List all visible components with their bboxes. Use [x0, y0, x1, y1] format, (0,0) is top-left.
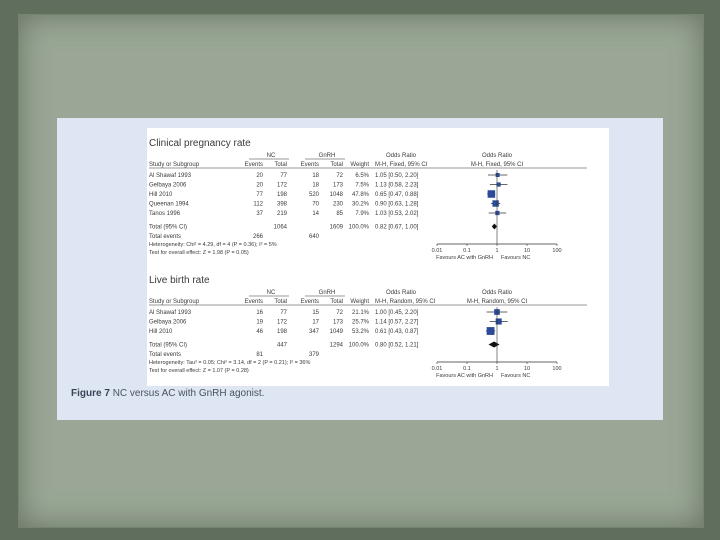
study-events-a: 16	[256, 310, 263, 316]
study-or: 1.00 [0.45, 2.20]	[375, 310, 419, 316]
subheader-total-b: Total	[330, 162, 343, 168]
total-label: Total (95% CI)	[149, 342, 188, 349]
total-label: Total (95% CI)	[149, 224, 188, 231]
study-marker	[488, 190, 496, 198]
total-events-a: 266	[252, 234, 263, 240]
study-name: Queenan 1994	[149, 201, 189, 208]
group-b-header: GnRH	[318, 153, 336, 159]
favours-right: Favours NC	[501, 255, 531, 261]
study-total-a: 172	[276, 182, 287, 189]
total-events-a: 81	[256, 352, 263, 358]
overall-effect-text: Test for overall effect: Z = 1.07 (P = 0.28)	[149, 368, 249, 374]
x-tick-label: 100	[552, 248, 562, 254]
study-or: 0.65 [0.47, 0.88]	[375, 192, 419, 198]
total-n-a: 447	[276, 342, 287, 349]
figure-card	[57, 118, 663, 420]
study-total-b: 173	[332, 182, 343, 189]
subheader-study: Study or Subgroup	[149, 162, 200, 168]
study-events-b: 347	[308, 329, 319, 335]
study-total-a: 219	[276, 211, 287, 217]
study-events-b: 18	[312, 182, 319, 189]
study-events-b: 70	[312, 201, 319, 208]
study-events-a: 19	[256, 319, 263, 326]
study-events-a: 20	[256, 182, 263, 189]
study-events-a: 77	[256, 192, 263, 198]
study-marker	[487, 327, 495, 335]
total-n-a: 1064	[273, 224, 287, 231]
study-events-b: 17	[312, 319, 319, 326]
study-total-b: 72	[336, 310, 343, 316]
subheader-events-b: Events	[300, 299, 319, 305]
study-total-a: 172	[276, 319, 287, 326]
figure-caption	[71, 388, 264, 399]
study-events-a: 112	[253, 201, 263, 208]
study-name: Hill 2010	[149, 329, 173, 335]
group-a-header: NC	[266, 153, 276, 159]
effect-subheader: M-H, Fixed, 95% CI	[375, 162, 428, 168]
study-events-a: 20	[256, 173, 263, 179]
subheader-events-a: Events	[244, 299, 263, 305]
study-or: 1.13 [0.58, 2.23]	[375, 182, 419, 189]
total-n-b: 1294	[329, 342, 343, 349]
x-tick-label: 10	[523, 366, 531, 372]
overall-effect-text: Test for overall effect: Z = 1.98 (P = 0.05)	[149, 250, 249, 256]
study-marker	[496, 173, 500, 177]
study-weight: 21.1%	[351, 310, 369, 316]
subheader-weight: Weight	[350, 162, 369, 168]
study-name: Al Shawaf 1993	[149, 310, 192, 316]
study-weight: 25.7%	[351, 319, 369, 326]
x-tick-label: 1	[495, 248, 499, 254]
subheader-study: Study or Subgroup	[149, 299, 200, 305]
study-total-b: 173	[332, 319, 343, 326]
x-tick-label: 0.01	[431, 366, 443, 372]
caption-text: NC versus AC with GnRH agonist.	[112, 388, 265, 399]
total-diamond	[488, 342, 499, 348]
study-total-b: 85	[336, 211, 343, 217]
panel-title: Live birth rate	[149, 275, 210, 286]
study-or: 0.90 [0.63, 1.28]	[375, 201, 419, 208]
x-tick-label: 0.1	[463, 366, 471, 372]
total-weight: 100.0%	[348, 342, 369, 349]
study-or: 1.05 [0.50, 2.20]	[375, 173, 419, 179]
total-weight: 100.0%	[348, 224, 369, 231]
study-total-a: 198	[276, 192, 287, 198]
x-tick-label: 100	[552, 366, 562, 372]
total-events-label: Total events	[149, 234, 182, 240]
study-total-a: 77	[280, 173, 287, 179]
forest-plot-svg	[147, 128, 609, 386]
study-marker	[496, 318, 502, 324]
forest-plot-panel	[147, 128, 609, 386]
favours-left: Favours AC with GnRH	[436, 373, 493, 379]
study-events-a: 37	[256, 211, 263, 217]
plot-subheader: M-H, Fixed, 95% CI	[470, 162, 524, 168]
study-total-b: 1048	[329, 192, 343, 198]
study-total-a: 77	[280, 310, 287, 316]
study-events-b: 15	[312, 310, 319, 316]
total-events-label: Total events	[149, 352, 182, 358]
study-weight: 47.8%	[351, 192, 369, 198]
group-b-header: GnRH	[318, 290, 336, 296]
subheader-events-a: Events	[244, 162, 263, 168]
study-or: 1.14 [0.57, 2.27]	[375, 319, 419, 326]
total-events-b: 379	[308, 352, 319, 358]
heterogeneity-text: Heterogeneity: Tau² = 0.05; Chi² = 3.14, df = 2 (P = 0.21); I² = 36%	[149, 360, 311, 366]
study-weight: 7.5%	[355, 182, 369, 189]
study-weight: 53.2%	[351, 329, 369, 335]
study-marker	[492, 200, 498, 206]
total-events-b: 640	[308, 234, 319, 240]
total-n-b: 1609	[329, 224, 343, 231]
heterogeneity-text: Heterogeneity: Chi² = 4.29, df = 4 (P = 0.36); I² = 5%	[149, 242, 277, 248]
study-marker	[495, 211, 499, 215]
favours-left: Favours AC with GnRH	[436, 255, 493, 261]
caption-label: Figure 7	[71, 388, 110, 399]
study-events-b: 18	[312, 173, 319, 179]
total-or: 0.82 [0.67, 1.00]	[375, 224, 419, 231]
favours-right: Favours NC	[501, 373, 531, 379]
study-or: 1.03 [0.53, 2.02]	[375, 211, 419, 217]
study-events-a: 46	[256, 329, 263, 335]
study-name: Tanos 1996	[149, 211, 181, 217]
study-total-b: 72	[336, 173, 343, 179]
subheader-total-b: Total	[330, 299, 343, 305]
study-name: Al Shawaf 1993	[149, 173, 192, 179]
subheader-total-a: Total	[274, 299, 287, 305]
panel-title: Clinical pregnancy rate	[149, 138, 251, 149]
total-or: 0.80 [0.52, 1.21]	[375, 342, 419, 349]
effect-header: Odds Ratio	[385, 290, 417, 296]
subheader-events-b: Events	[300, 162, 319, 168]
x-tick-label: 0.01	[431, 248, 443, 254]
subheader-total-a: Total	[274, 162, 287, 168]
x-tick-label: 10	[523, 248, 531, 254]
study-weight: 7.9%	[355, 211, 369, 217]
study-name: Gelbaya 2006	[149, 182, 187, 189]
x-tick-label: 0.1	[463, 248, 471, 254]
study-name: Hill 2010	[149, 192, 173, 198]
study-total-b: 1049	[329, 329, 343, 335]
effect-header: Odds Ratio	[385, 153, 417, 159]
study-or: 0.61 [0.43, 0.87]	[375, 329, 419, 335]
plot-header: Odds Ratio	[481, 290, 513, 296]
group-a-header: NC	[266, 290, 276, 296]
effect-subheader: M-H, Random, 95% CI	[375, 299, 436, 305]
study-events-b: 520	[308, 192, 319, 198]
plot-subheader: M-H, Random, 95% CI	[466, 299, 528, 305]
total-diamond	[492, 224, 497, 230]
study-total-a: 198	[276, 329, 287, 335]
x-tick-label: 1	[495, 366, 499, 372]
study-events-b: 14	[312, 211, 319, 217]
subheader-weight: Weight	[350, 299, 369, 305]
study-total-a: 398	[276, 201, 287, 208]
study-weight: 30.2%	[351, 201, 369, 208]
study-weight: 6.5%	[355, 173, 369, 179]
study-total-b: 230	[332, 201, 343, 208]
plot-header: Odds Ratio	[481, 153, 513, 159]
study-name: Gelbaya 2006	[149, 319, 187, 326]
